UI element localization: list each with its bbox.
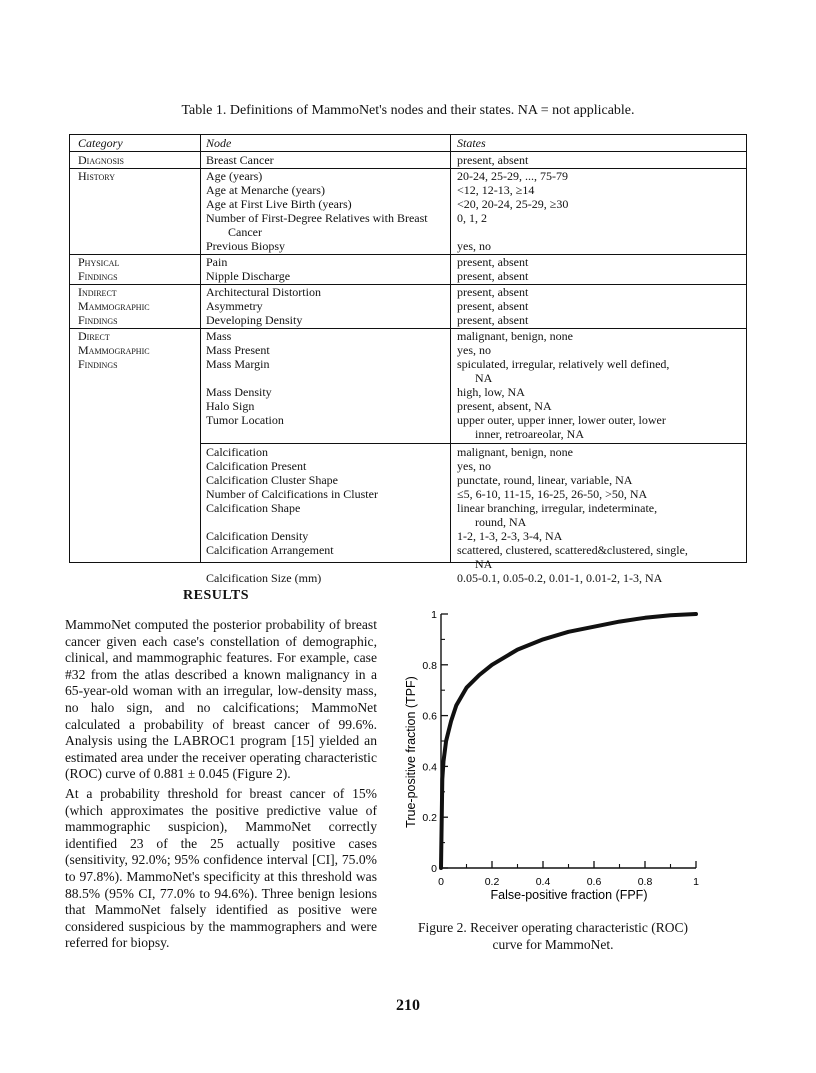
states-cell: 0.05-0.1, 0.05-0.2, 0.01-1, 0.01-2, 1-3, NA xyxy=(457,571,663,585)
x-tick-label: 0.2 xyxy=(484,876,500,888)
roc-chart xyxy=(395,605,715,905)
page-number: 210 xyxy=(396,997,420,1014)
results-paragraph: MammoNet computed the posterior probability of breast cancer given each case's constellation of demographic, clinical, and mammographic features. For example, case #32 from the atlas described a known malignancy in a 65-year-old woman with an irregular, low-density mass, no halo sign, and no calcifications; MammoNet calculated a probability of breast cancer of 99.6%. Analysis using the LABROC1 program [15] yielded an estimated area under the receiver operating characteristic (ROC) curve of 0.881 ± 0.045 (Figure 2). xyxy=(65,617,377,782)
x-tick-label: 0.4 xyxy=(535,876,551,888)
category-label: Physical xyxy=(78,255,120,269)
states-cell: ≤5, 6-10, 11-15, 16-25, 26-50, >50, NA xyxy=(457,487,648,501)
category-label: History xyxy=(78,169,115,183)
states-cell: <12, 12-13, ≥14 xyxy=(457,183,535,197)
node-cell: Calcification Cluster Shape xyxy=(206,473,338,487)
node-cell: Pain xyxy=(206,255,228,269)
node-cell: Tumor Location xyxy=(206,413,284,427)
node-cell: Mass xyxy=(206,329,232,343)
node-cell: Calcification Shape xyxy=(206,501,301,515)
results-paragraph: At a probability threshold for breast cancer of 15% (which approximates the positive predictive value of mammographic suspicion), MammoNet correctly identified 23 of the 25 actually positive cases (sensitivity, 92.0%; 95% confidence interval [CI], 75.0% to 97.8%). MammoNet's specificity at this threshold was 88.5% (95% CI, 77.0% to 94.6%). Three benign lesions that MammoNet falsely identified as positive were considered suspicious by the mammographers and were referred for biopsy. xyxy=(65,786,377,951)
category-label: Mammographic xyxy=(78,343,150,357)
table-caption: Table 1. Definitions of MammoNet's nodes and their states. NA = not applicable. xyxy=(181,103,635,118)
node-cell: Mass Density xyxy=(206,385,272,399)
node-cell: Age (years) xyxy=(206,169,263,183)
x-tick-label: 1 xyxy=(693,876,699,888)
y-tick-label: 1 xyxy=(431,609,437,621)
table-divider xyxy=(450,135,451,562)
states-cell: yes, no xyxy=(457,343,491,357)
node-cell: Mass Margin xyxy=(206,357,270,371)
states-cell: 0, 1, 2 xyxy=(457,211,487,225)
states-cell: 1-2, 1-3, 2-3, 3-4, NA xyxy=(457,529,563,543)
table-divider xyxy=(70,151,746,152)
states-cell: yes, no xyxy=(457,239,491,253)
states-cell: present, absent xyxy=(457,285,529,299)
y-tick-label: 0 xyxy=(431,863,437,875)
x-tick-label: 0.8 xyxy=(637,876,653,888)
category-label: Findings xyxy=(78,313,118,327)
node-cell: Calcification Arrangement xyxy=(206,543,334,557)
node-cell: Number of Calcifications in Cluster xyxy=(206,487,378,501)
y-tick-label: 0.8 xyxy=(422,659,437,672)
header-category: Category xyxy=(78,136,123,150)
category-label: Findings xyxy=(78,269,118,283)
states-cell: yes, no xyxy=(457,459,491,473)
x-axis-label: False-positive fraction (FPF) xyxy=(490,888,648,902)
node-cell: Calcification Size (mm) xyxy=(206,571,322,585)
states-cell: present, absent xyxy=(457,299,529,313)
node-cell: Age at First Live Birth (years) xyxy=(206,197,352,211)
nodes-table xyxy=(69,134,747,585)
node-cell: Breast Cancer xyxy=(206,153,274,167)
x-tick-label: 0 xyxy=(438,876,444,888)
figure-caption: Figure 2. Receiver operating characteristic (ROC) curve for MammoNet. xyxy=(418,920,688,952)
states-cell: scattered, clustered, scattered&clustered, single, NA xyxy=(457,543,688,571)
states-cell: upper outer, upper inner, lower outer, lower inner, retroareolar, NA xyxy=(457,413,666,441)
y-tick-label: 0.2 xyxy=(422,812,437,825)
results-heading: RESULTS xyxy=(183,588,250,603)
states-cell: present, absent xyxy=(457,255,529,269)
states-cell: punctate, round, linear, variable, NA xyxy=(457,473,633,487)
category-label: Direct xyxy=(78,329,110,343)
node-cell: Calcification Density xyxy=(206,529,309,543)
node-cell: Number of First-Degree Relatives with Breast Cancer xyxy=(206,211,428,239)
x-tick-label: 0.6 xyxy=(586,876,602,888)
roc-curve-line xyxy=(441,614,696,868)
states-cell: present, absent, NA xyxy=(457,399,552,413)
node-cell: Previous Biopsy xyxy=(206,239,286,253)
node-cell: Age at Menarche (years) xyxy=(206,183,325,197)
node-cell: Architectural Distortion xyxy=(206,285,321,299)
states-cell: malignant, benign, none xyxy=(457,445,573,459)
states-cell: malignant, benign, none xyxy=(457,329,573,343)
category-label: Mammographic xyxy=(78,299,150,313)
category-label: Diagnosis xyxy=(78,153,125,167)
header-states: States xyxy=(457,136,486,150)
node-cell: Developing Density xyxy=(206,313,303,327)
category-label: Findings xyxy=(78,357,118,371)
states-cell: present, absent xyxy=(457,269,529,283)
y-tick-label: 0.4 xyxy=(422,761,437,774)
category-label: Indirect xyxy=(78,285,117,299)
states-cell: present, absent xyxy=(457,313,529,327)
states-cell: 20-24, 25-29, ..., 75-79 xyxy=(457,169,568,183)
states-cell: spiculated, irregular, relatively well defined, NA xyxy=(457,357,670,385)
node-cell: Calcification Present xyxy=(206,459,307,473)
node-cell: Asymmetry xyxy=(206,299,263,313)
node-cell: Calcification xyxy=(206,445,268,459)
table-divider xyxy=(200,443,746,444)
states-cell: high, low, NA xyxy=(457,385,525,399)
states-cell: present, absent xyxy=(457,153,529,167)
y-tick-label: 0.6 xyxy=(422,710,437,723)
node-cell: Halo Sign xyxy=(206,399,255,413)
table-divider xyxy=(200,135,201,562)
states-cell: <20, 20-24, 25-29, ≥30 xyxy=(457,197,569,211)
states-cell: linear branching, irregular, indeterminate, round, NA xyxy=(457,501,658,529)
node-cell: Nipple Discharge xyxy=(206,269,291,283)
header-node: Node xyxy=(206,136,232,150)
node-cell: Mass Present xyxy=(206,343,270,357)
y-axis-label: True-positive fraction (TPF) xyxy=(404,676,418,828)
